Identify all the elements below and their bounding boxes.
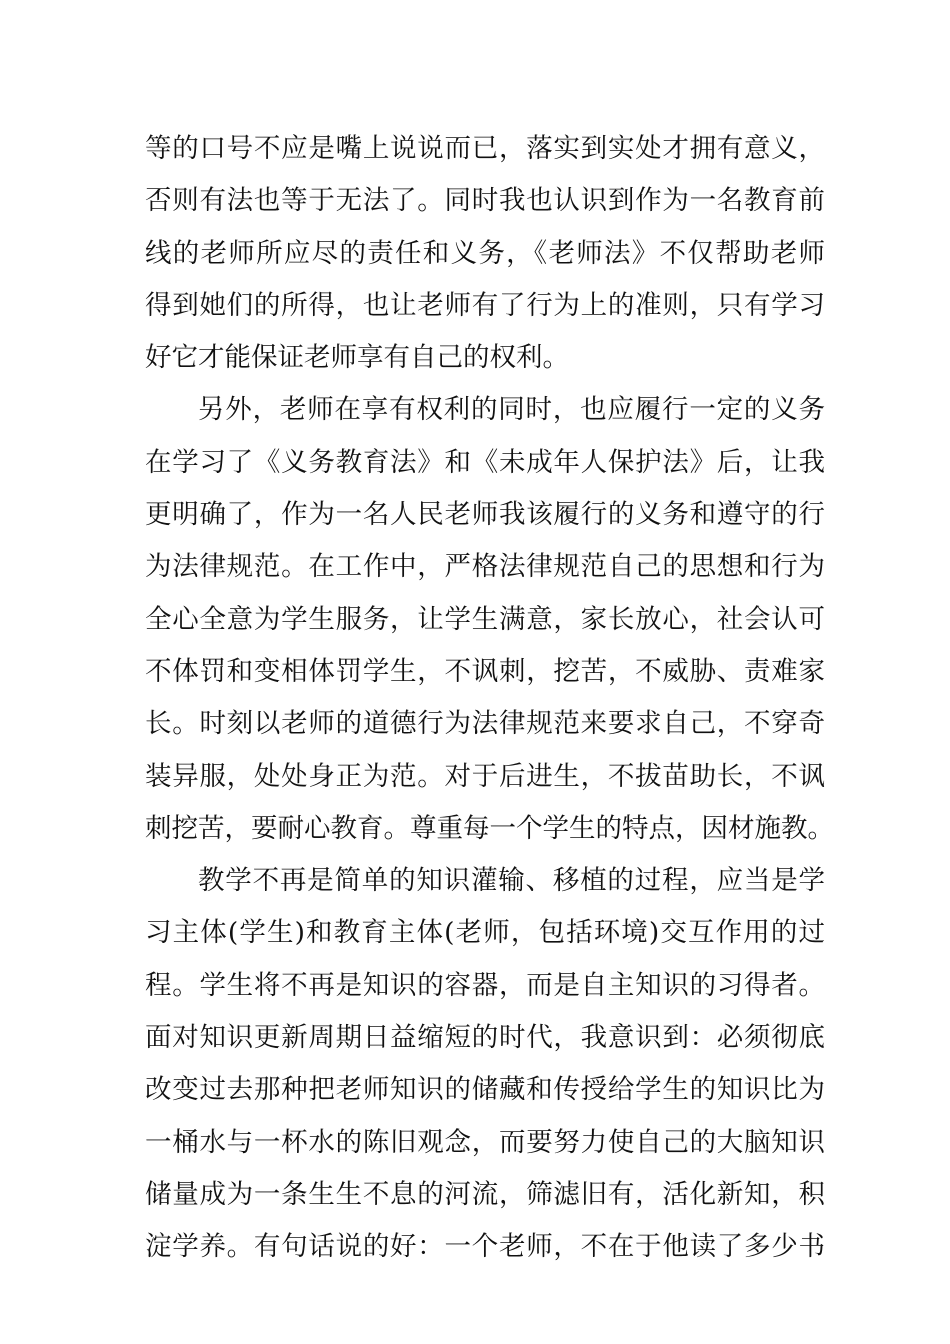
text-line: 刺挖苦，要耐心教育。尊重每一个学生的特点，因材施教。 [145, 812, 834, 844]
text-line: 为法律规范。在工作中，严格法律规范自己的思想和行为 [145, 551, 825, 583]
text-line: 淀学养。有句话说的好：一个老师，不在于他读了多少书 [145, 1231, 825, 1263]
text-line: 否则有法也等于无法了。同时我也认识到作为一名教育前 [145, 185, 825, 217]
text-line: 一桶水与一杯水的陈旧观念，而要努力使自己的大脑知识 [145, 1126, 825, 1158]
text-line: 更明确了，作为一名人民老师我该履行的义务和遵守的行 [145, 499, 825, 531]
text-line: 改变过去那种把老师知识的储藏和传授给学生的知识比为 [145, 1074, 825, 1106]
text-line: 线的老师所应尽的责任和义务，《老师法》不仅帮助老师 [145, 237, 825, 269]
text-line: 全心全意为学生服务，让学生满意，家长放心，社会认可 [145, 603, 825, 635]
text-line: 另外，老师在享有权利的同时，也应履行一定的义务 [198, 394, 825, 426]
text-line: 装异服，处处身正为范。对于后进生，不拔苗助长，不讽 [145, 760, 825, 792]
text-line: 在学习了《义务教育法》和《未成年人保护法》后，让我 [145, 446, 825, 478]
text-line: 储量成为一条生生不息的河流，筛滤旧有，活化新知，积 [145, 1178, 825, 1210]
text-line: 程。学生将不再是知识的容器，而是自主知识的习得者。 [145, 969, 825, 1001]
text-line: 得到她们的所得，也让老师有了行为上的准则，只有学习 [145, 289, 825, 321]
body-text [145, 123, 834, 1274]
text-line: 习主体(学生)和教育主体(老师，包括环境)交互作用的过 [145, 917, 825, 949]
text-line: 好它才能保证老师享有自己的权利。 [145, 342, 569, 374]
text-line: 长。时刻以老师的道德行为法律规范来要求自己，不穿奇 [145, 708, 825, 740]
text-line: 面对知识更新周期日益缩短的时代，我意识到：必须彻底 [145, 1022, 825, 1054]
text-line: 不体罚和变相体罚学生，不讽刺，挖苦，不威胁、责难家 [145, 655, 825, 687]
text-line: 等的口号不应是嘴上说说而已，落实到实处才拥有意义， [145, 133, 825, 164]
text-line: 教学不再是简单的知识灌输、移植的过程，应当是学 [198, 865, 825, 897]
